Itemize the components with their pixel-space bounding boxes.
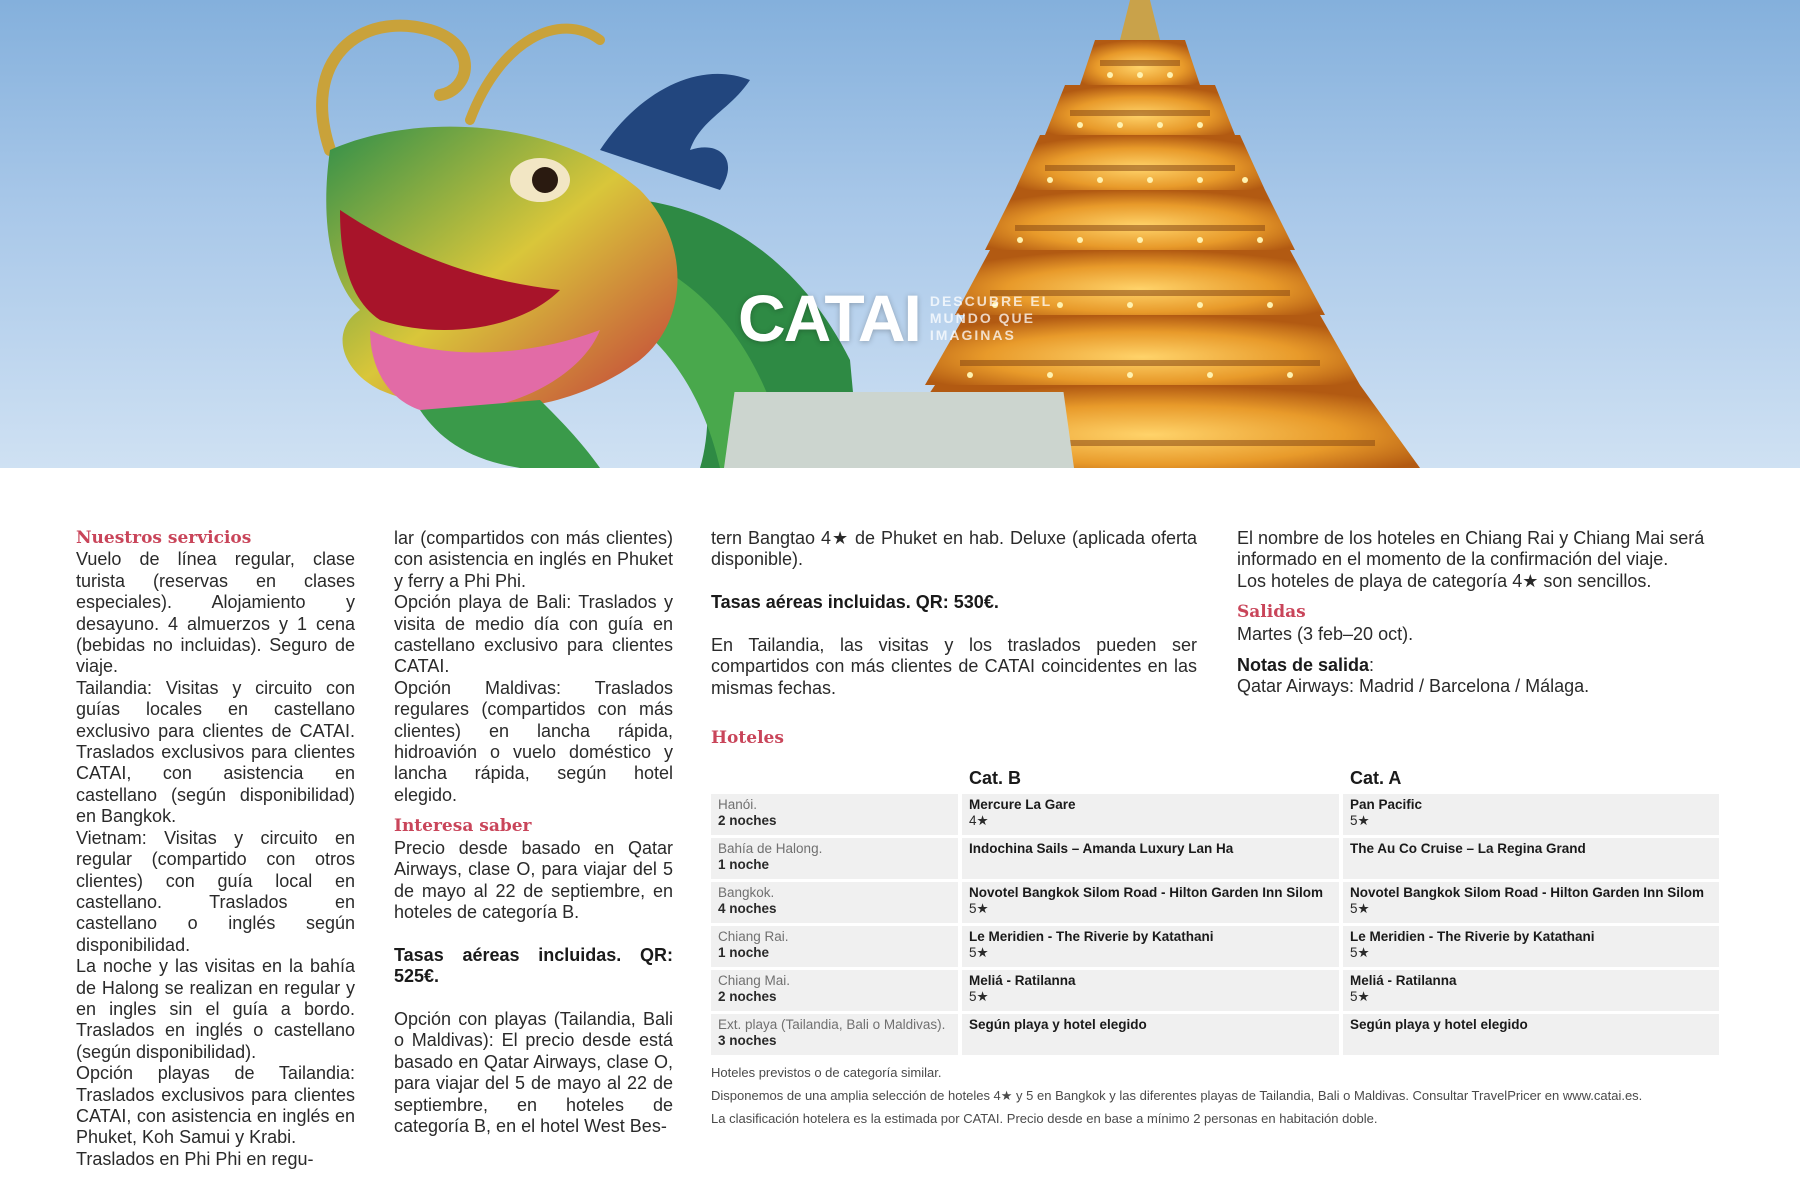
nights: 3 noches [718, 1032, 777, 1048]
hotel-stars: 5★ [1350, 900, 1370, 916]
hotel-stars: 5★ [969, 900, 989, 916]
hotel-stars: 5★ [1350, 944, 1370, 960]
destination: Bahía de Halong. [718, 841, 823, 856]
hotel-name: Le Meridien - The Riverie by Katathani [969, 929, 1214, 944]
table-row [711, 1014, 1723, 1055]
services-paragraph: La noche y las visitas en la bahía de Halong se realizan en regular y en ingles sin el guía a bordo. Traslados en inglés o castellano (según disponibilidad). [76, 956, 355, 1062]
hotels-heading: Hoteles [711, 728, 784, 748]
table-row [711, 882, 1723, 923]
services-paragraph: Opción playas de Tailandia: Traslados exclusivos para clientes CATAI, con asistencia en inglés en Phuket, Koh Samui y Krabi. [76, 1063, 355, 1148]
table-row [711, 838, 1723, 879]
tagline-line: DESCUBRE EL [929, 292, 1053, 309]
nights: 1 noche [718, 856, 770, 872]
footnote: Disponemos de una amplia selección de hoteles 4★ y 5 en Bangkok y las diferentes playas de Tailandia, Bali o Maldivas. Consultar TravelPricer en www.catai.es. [711, 1088, 1643, 1103]
hero-tab [724, 392, 1074, 468]
hotel-name: Mercure La Gare [969, 797, 1076, 812]
hotels-section [711, 728, 784, 749]
tagline-line: MUNDO QUE [929, 309, 1035, 326]
hotels-table [711, 794, 1723, 1058]
hero-image [0, 0, 1800, 468]
hotel-name: Según playa y hotel elegido [1350, 1017, 1528, 1032]
destination: Hanói. [718, 797, 758, 812]
hotel-name: Meliá - Ratilanna [1350, 973, 1457, 988]
services-heading: Nuestros servicios [76, 528, 252, 548]
destination: Chiang Mai. [718, 973, 791, 988]
interesa-saber-heading: Interesa saber [394, 816, 532, 837]
nights: 1 noche [718, 944, 770, 960]
nights: 2 noches [718, 812, 777, 828]
hotel-name: The Au Co Cruise – La Regina Grand [1350, 841, 1586, 856]
hotel-name-note: El nombre de los hoteles en Chiang Rai y Chiang Mai será informado en el momento de la confirmación del viaje. [1237, 528, 1705, 570]
cat-a-header: Cat. A [1350, 768, 1402, 788]
hotel-name: Novotel Bangkok Silom Road - Hilton Garden Inn Silom [969, 885, 1324, 900]
services-paragraph: Traslados en Phi Phi en regu- [76, 1148, 314, 1169]
continuation-paragraph: tern Bangtao 4★ de Phuket en hab. Deluxe (aplicada oferta disponible). [711, 528, 1197, 570]
hotel-stars: 5★ [969, 944, 989, 960]
taxes-text: Tasas aéreas incluidas. QR: 530€. [711, 592, 999, 613]
nights: 2 noches [718, 988, 777, 1004]
taxes-text: Tasas aéreas incluidas. QR: 525€. [394, 944, 673, 987]
info-column [711, 528, 1197, 699]
services-column [76, 528, 355, 1170]
services-paragraph: Tailandia: Visitas y circuito con guías locales en castellano exclusivo para clientes de CATAI. Traslados exclusivos para clientes CATAI, con asistencia en castellano (según disponibilidad) en Bangkok. [76, 677, 355, 827]
hotel-name: Le Meridien - The Riverie by Katathani [1350, 929, 1595, 944]
hotel-name: Novotel Bangkok Silom Road - Hilton Garden Inn Silom [1350, 885, 1705, 900]
departure-notes-text: Qatar Airways: Madrid / Barcelona / Málaga. [1237, 676, 1590, 697]
thailand-note: En Tailandia, las visitas y los traslados pueden ser compartidos con más clientes de CATAI coincidentes en las mismas fechas. [711, 635, 1197, 698]
destination: Bangkok. [718, 885, 775, 900]
services-continued-column [394, 528, 673, 1137]
departure-notes-colon: : [1369, 655, 1375, 676]
beach-hotels-note: Los hoteles de playa de categoría 4★ son sencillos. [1237, 570, 1652, 591]
services-paragraph: Opción playa de Bali: Traslados y visita de medio día con guía en castellano exclusivo para clientes CATAI. [394, 592, 673, 677]
departure-notes-heading: Notas de salida [1237, 655, 1370, 676]
services-paragraph: Opción Maldivas: Traslados regulares (compartidos con más clientes) en lancha rápida, hidroavión o vuelo doméstico y lancha rápida, según hotel elegido. [394, 677, 673, 805]
departures-column [1237, 528, 1727, 698]
hotel-name: Según playa y hotel elegido [969, 1017, 1147, 1032]
footnote: Hoteles previstos o de categoría similar. [711, 1065, 942, 1080]
nights: 4 noches [718, 900, 777, 916]
tagline-line: IMAGINAS [929, 326, 1016, 343]
cat-b-header: Cat. B [969, 768, 1022, 788]
table-row [711, 970, 1723, 1011]
departures-text: Martes (3 feb–20 oct). [1237, 623, 1414, 644]
hotel-stars: 5★ [1350, 988, 1370, 1004]
hotel-stars: 5★ [969, 988, 989, 1004]
services-paragraph: lar (compartidos con más clientes) con asistencia en inglés en Phuket y ferry a Phi Phi. [394, 528, 673, 591]
hotel-stars: 5★ [1350, 812, 1370, 828]
brand [738, 281, 1053, 355]
services-paragraph: Vietnam: Visitas y circuito en regular (compartido con otros clientes) con guía local en castellano. Traslados en castellano o inglés según disponibilidad. [76, 827, 355, 955]
destination: Chiang Rai. [718, 929, 789, 944]
services-paragraph: Vuelo de línea regular, clase turista (reservas en clases especiales). Alojamiento y desayuno. 4 almuerzos y 1 cena (bebidas no incluidas). Seguro de viaje. [76, 549, 355, 677]
footnote: La clasificación hotelera es la estimada por CATAI. Precio desde en base a mínimo 2 personas en habitación doble. [711, 1111, 1378, 1126]
hotel-name: Pan Pacific [1350, 797, 1423, 812]
destination: Ext. playa (Tailandia, Bali o Maldivas). [718, 1017, 946, 1032]
beach-option-paragraph: Opción con playas (Tailandia, Bali o Maldivas): El precio desde está basado en Qatar Airways, clase O, para viajar del 5 de mayo al 22 de septiembre, en hoteles de categoría B, en el hotel West Bes- [394, 1008, 673, 1136]
table-row [711, 926, 1723, 967]
price-paragraph: Precio desde basado en Qatar Airways, clase O, para viajar del 5 de mayo al 22 de septiembre, en hoteles de categoría B. [394, 837, 673, 922]
brand-tagline [930, 293, 1052, 344]
hotel-name: Meliá - Ratilanna [969, 973, 1076, 988]
hotel-name: Indochina Sails – Amanda Luxury Lan Ha [969, 841, 1234, 856]
table-row [711, 794, 1723, 835]
hotel-stars: 4★ [969, 812, 989, 828]
departures-heading: Salidas [1237, 602, 1306, 623]
brand-logo: CATAI [738, 281, 920, 355]
